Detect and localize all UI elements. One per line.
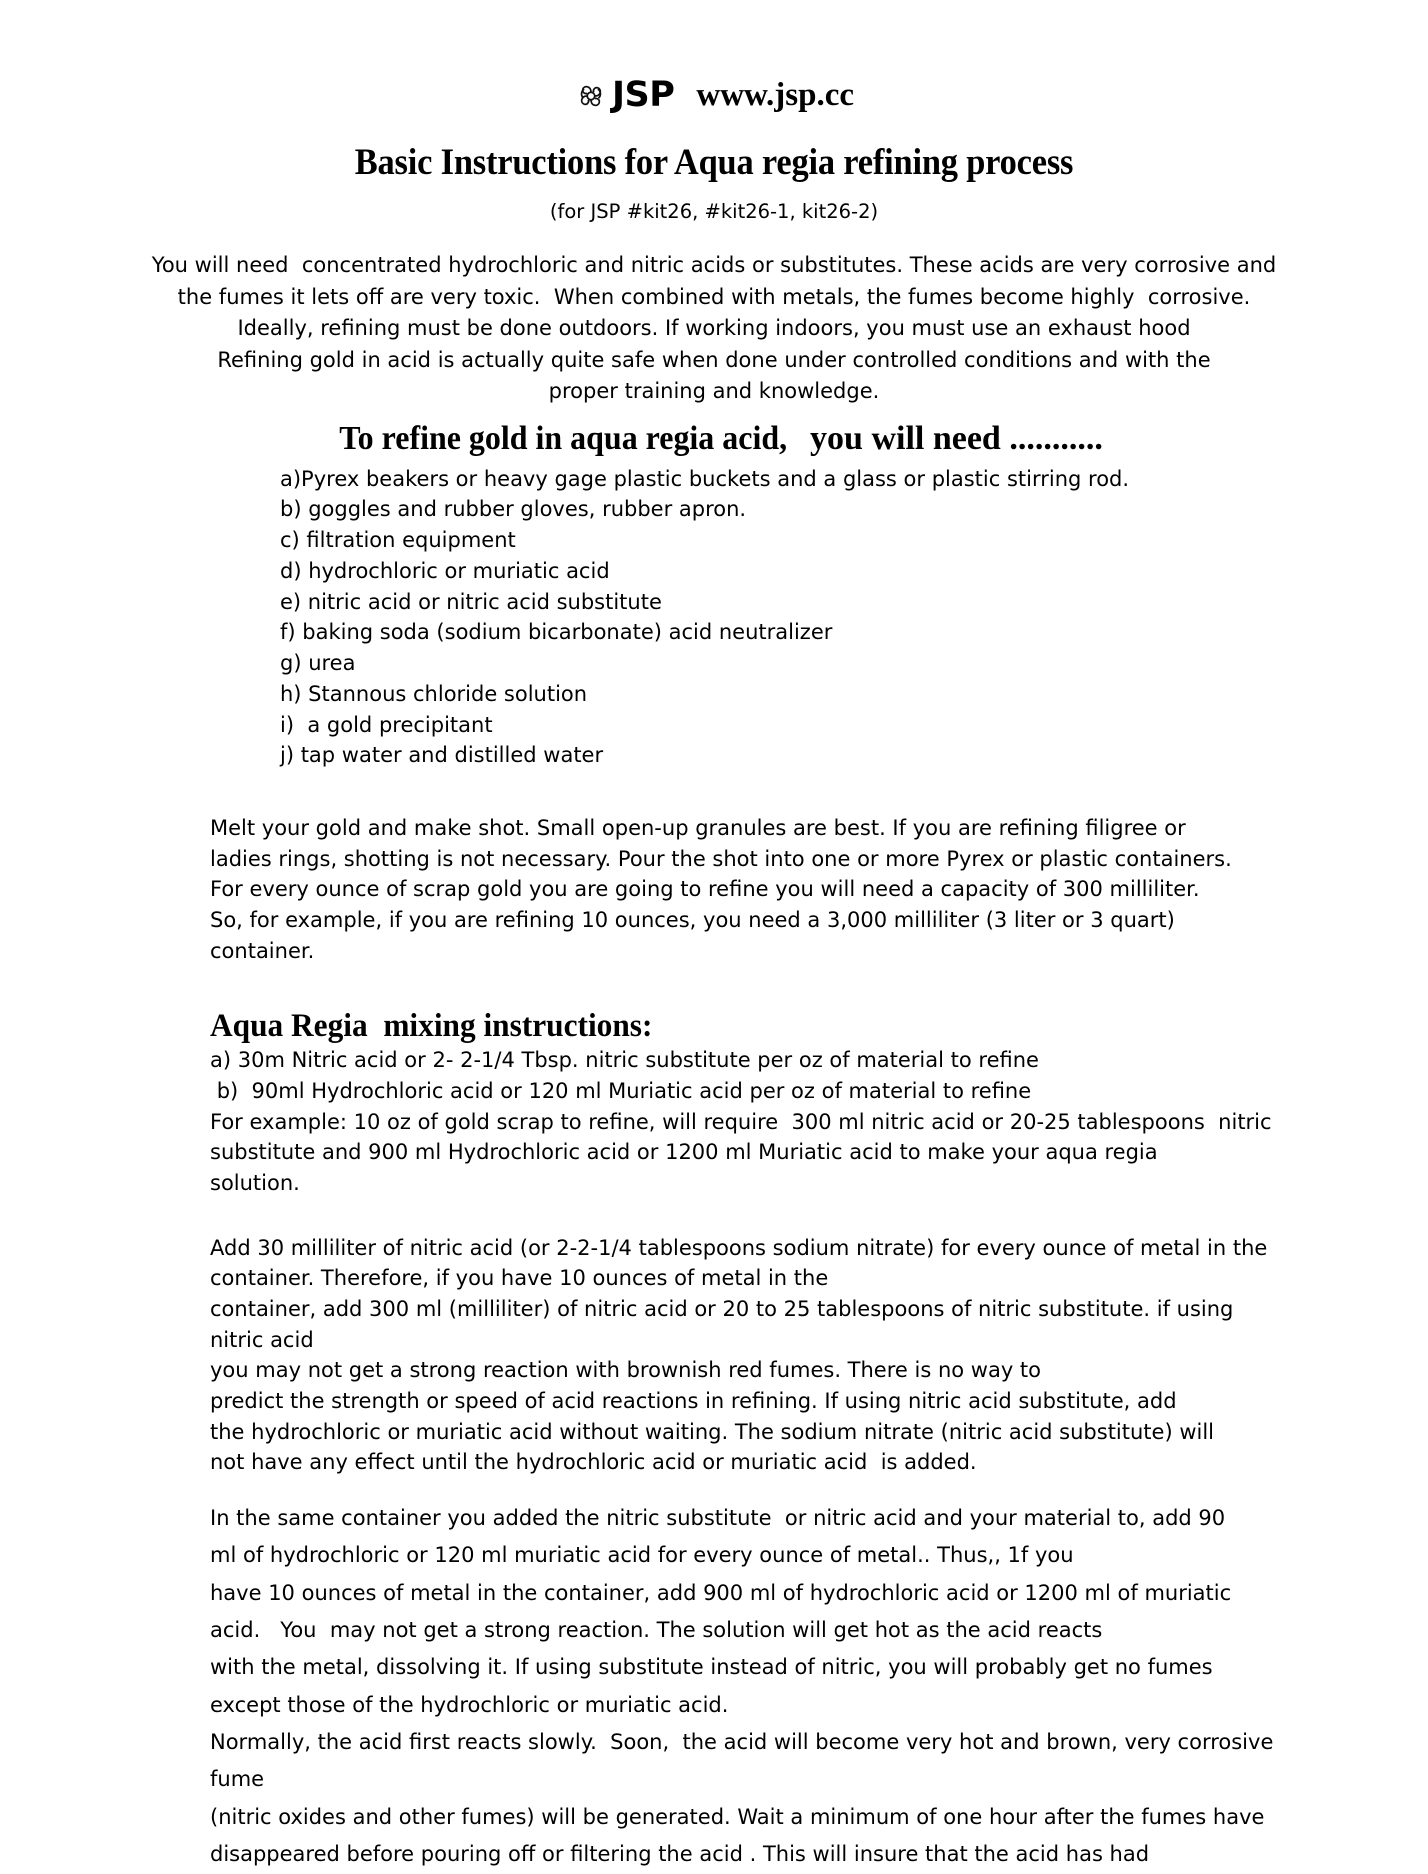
body-line: have 10 ounces of metal in the container, add 900 ml of hydrochloric acid or 1200 ml of muriatic bbox=[210, 1580, 1232, 1605]
needs-heading bbox=[0, 420, 1428, 458]
spacer bbox=[0, 771, 1428, 813]
intro-line: proper training and knowledge. bbox=[548, 379, 880, 403]
body-line: b) 90ml Hydrochloric acid or 120 ml Muriatic acid per oz of material to refine bbox=[210, 1078, 1032, 1103]
melt-paragraph bbox=[210, 813, 1253, 966]
body-line: disappeared before pouring off or filtering the acid . This will insure that the acid has had bbox=[210, 1842, 1150, 1867]
list-item: i) a gold precipitant bbox=[280, 712, 493, 737]
list-item: a)Pyrex beakers or heavy gage plastic buckets and a glass or plastic stirring rod. bbox=[280, 466, 1130, 491]
intro-line: You will need concentrated hydrochloric and nitric acids or substitutes. These acids are very corrosive and bbox=[151, 253, 1277, 277]
body-line: not have any effect until the hydrochloric acid or muriatic acid is added. bbox=[210, 1450, 977, 1475]
brand-name: JSP bbox=[611, 75, 675, 115]
body-line: a) 30m Nitric acid or 2- 2-1/4 Tbsp. nitric substitute per oz of material to refine bbox=[210, 1048, 1039, 1073]
body-line: ml of hydrochloric or 120 ml muriatic acid for every ounce of metal.. Thus,, 1f you bbox=[210, 1543, 1074, 1568]
body-line: predict the strength or speed of acid reactions in refining. If using nitric acid substitute, add bbox=[210, 1388, 1177, 1413]
body-line: with the metal, dissolving it. If using substitute instead of nitric, you will probably get no fumes bbox=[210, 1655, 1213, 1680]
same-container-paragraph bbox=[210, 1500, 1281, 1874]
mixing-paragraph bbox=[210, 1045, 1278, 1198]
list-item: g) urea bbox=[280, 651, 356, 675]
list-item: b) goggles and rubber gloves, rubber apron. bbox=[280, 497, 747, 522]
intro-line: the fumes it lets off are very toxic. When combined with metals, the fumes become highly corrosive. bbox=[177, 284, 1251, 309]
body-line: ladies rings, shotting is not necessary. Pour the shot into one or more Pyrex or plastic containers. bbox=[210, 846, 1232, 871]
body-line: acid. You may not get a strong reaction. The solution will get hot as the acid reacts bbox=[210, 1617, 1103, 1642]
list-item: c) filtration equipment bbox=[280, 528, 516, 552]
intro-line: Refining gold in acid is actually quite safe when done under controlled conditions and with the bbox=[217, 347, 1211, 372]
requirements-list bbox=[280, 464, 1428, 772]
intro-paragraph bbox=[150, 250, 1278, 408]
needs-heading-lead: To refine gold in aqua regia acid, bbox=[339, 419, 788, 457]
masthead bbox=[0, 0, 1428, 113]
body-line: Normally, the acid first reacts slowly. Soon, the acid will become very hot and brown, very corrosive fume bbox=[210, 1730, 1281, 1792]
needs-heading-tail: you will need ........... bbox=[801, 419, 1103, 457]
intro-line: Ideally, refining must be done outdoors. If working indoors, you must use an exhaust hood bbox=[237, 316, 1191, 340]
brand-logo bbox=[574, 75, 675, 115]
spacer bbox=[0, 1478, 1428, 1500]
body-line: you may not get a strong reaction with brownish red fumes. There is no way to bbox=[210, 1358, 1042, 1383]
body-line: (nitric oxides and other fumes) will be generated. Wait a minimum of one hour after the fumes have bbox=[210, 1804, 1265, 1829]
body-line: container. bbox=[210, 938, 315, 963]
body-line: the hydrochloric or muriatic acid without waiting. The sodium nitrate (nitric acid substitute) will bbox=[210, 1419, 1215, 1444]
body-line: substitute and 900 ml Hydrochloric acid or 1200 ml Muriatic acid to make your aqua regia bbox=[210, 1140, 1158, 1165]
body-line: For example: 10 oz of gold scrap to refine, will require 300 ml nitric acid or 20-25 tablespoons nitric bbox=[210, 1109, 1272, 1134]
body-line: So, for example, if you are refining 10 ounces, you need a 3,000 milliliter (3 liter or 3 quart) bbox=[210, 907, 1175, 932]
page-title: Basic Instructions for Aqua regia refining process bbox=[354, 142, 1074, 183]
body-line: container, add 300 ml (milliliter) of nitric acid or 20 to 25 tablespoons of nitric substitute. if using nitric acid bbox=[210, 1296, 1241, 1352]
list-item: h) Stannous chloride solution bbox=[280, 681, 588, 706]
site-url: www.jsp.cc bbox=[696, 77, 855, 113]
list-item: f) baking soda (sodium bicarbonate) acid neutralizer bbox=[280, 620, 833, 645]
body-line: except those of the hydrochloric or muriatic acid. bbox=[210, 1692, 729, 1717]
list-item: j) tap water and distilled water bbox=[280, 743, 604, 768]
body-line: Melt your gold and make shot. Small open-up granules are best. If you are refining filigree or bbox=[210, 816, 1186, 840]
jsp-ornament-logo-icon bbox=[574, 79, 608, 113]
body-line: For every ounce of scrap gold you are going to refine you will need a capacity of 300 milliliter. bbox=[210, 877, 1200, 902]
list-item: d) hydrochloric or muriatic acid bbox=[280, 558, 610, 583]
body-line: container. Therefore, if you have 10 ounces of metal in the bbox=[210, 1266, 829, 1291]
nitric-paragraph bbox=[210, 1233, 1278, 1478]
body-line: Add 30 milliliter of nitric acid (or 2-2-1/4 tablespoons sodium nitrate) for every ounce of metal in the bbox=[210, 1235, 1268, 1260]
body-line: In the same container you added the nitric substitute or nitric acid and your material to, add 90 bbox=[210, 1505, 1226, 1530]
page-subtitle: (for JSP #kit26, #kit26-1, kit26-2) bbox=[549, 200, 879, 223]
spacer bbox=[0, 1199, 1428, 1233]
list-item: e) nitric acid or nitric acid substitute bbox=[280, 589, 662, 614]
spacer bbox=[0, 966, 1428, 1008]
body-line: solution. bbox=[210, 1170, 300, 1195]
mixing-heading: Aqua Regia mixing instructions: bbox=[210, 1008, 653, 1045]
